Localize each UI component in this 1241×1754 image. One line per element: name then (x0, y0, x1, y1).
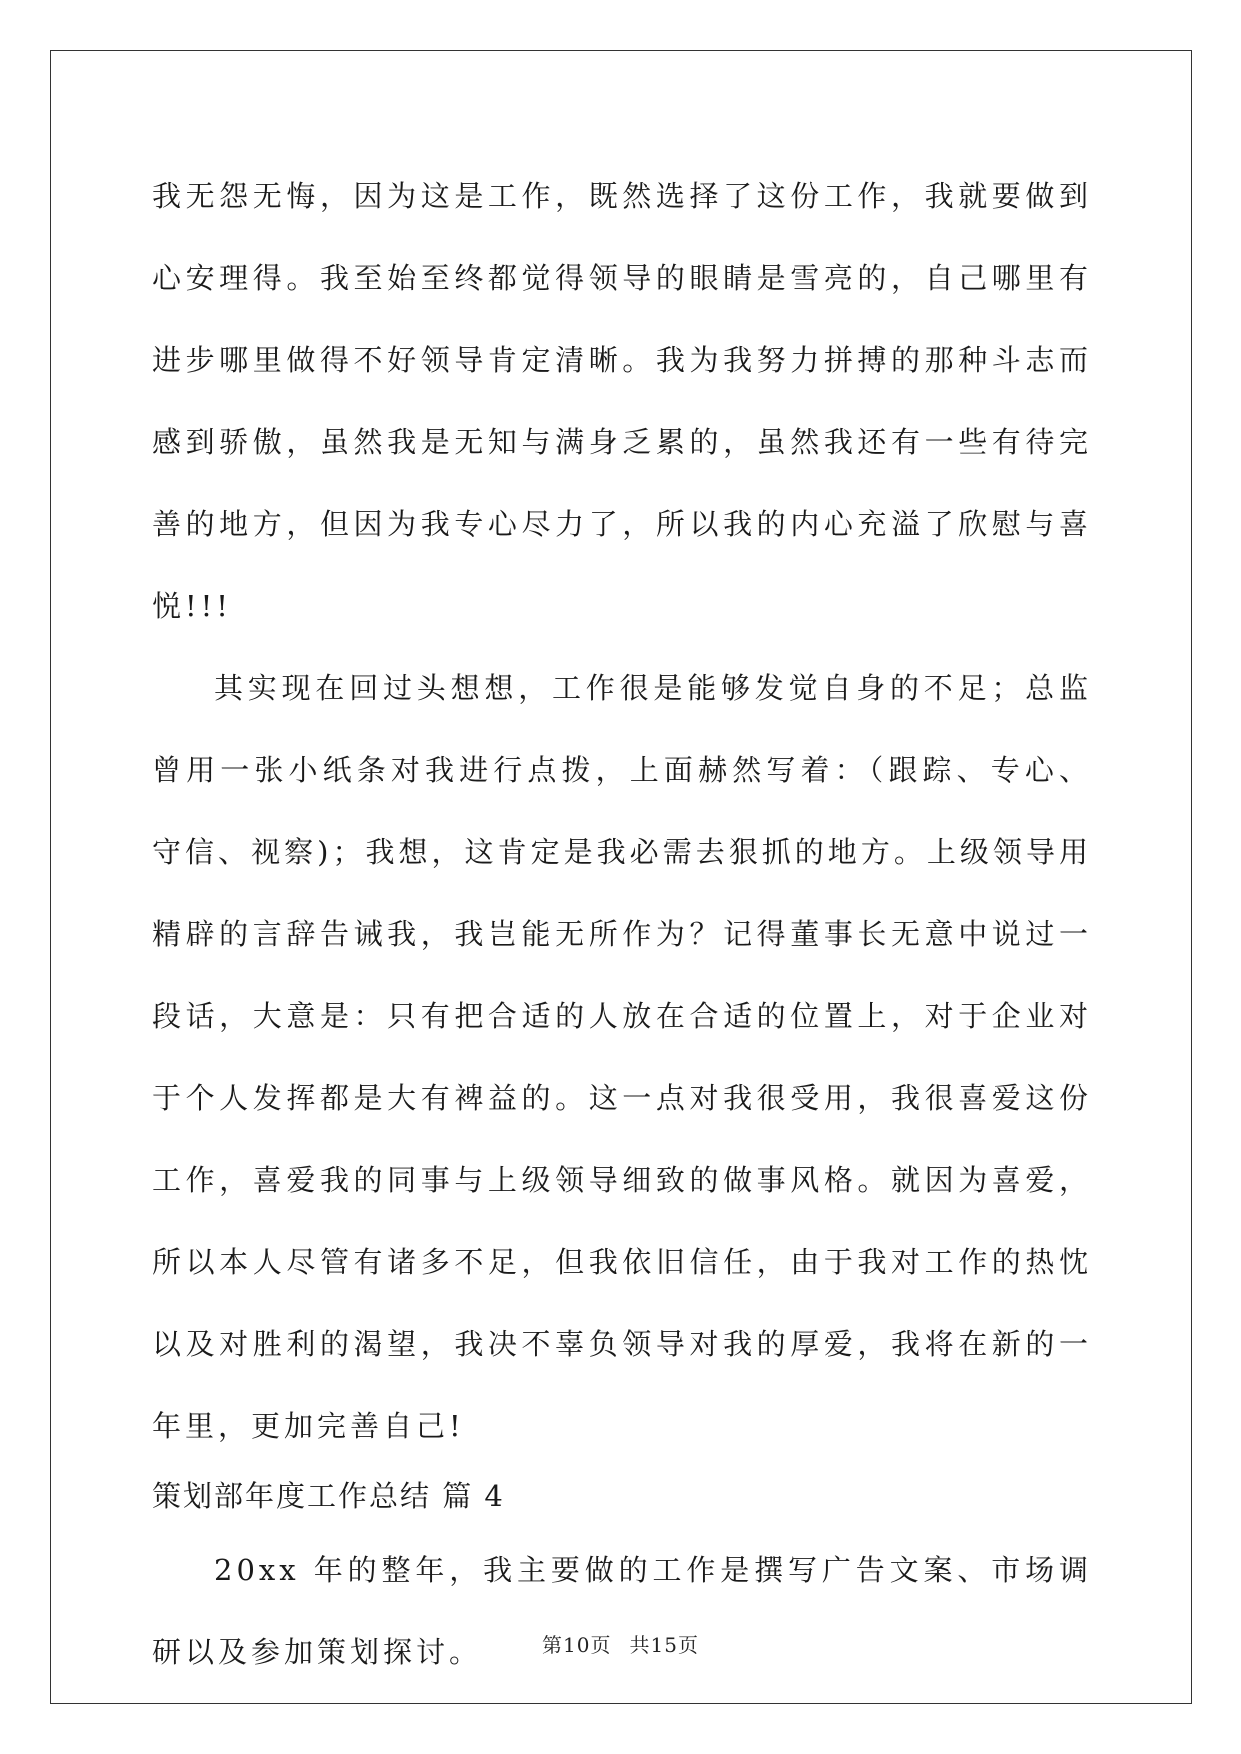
page-suffix: 页 (590, 1633, 612, 1657)
page-prefix: 第 (542, 1633, 564, 1657)
paragraph-3: 20xx 年的整年，我主要做的工作是撰写广告文案、市场调研以及参加策划探讨。 (152, 1553, 1092, 1669)
paragraph-2: 其实现在回过头想想，工作很是能够发觉自身的不足；总监曾用一张小纸条对我进行点拨，上面赫然写着：（跟踪、专心、守信、视察)；我想，这肯定是我必需去狠抓的地方。上级领导用精辟的言辞告诫我，我岂能无所作为？记得董事长无意中说过一段话，大意是：只有把合适的人放在合适的位置上，对于企业对于个人发挥都是大有裨益的。这一点对我很受用，我很喜爱这份工作，喜爱我的同事与上级领导细致的做事风格。就因为喜爱，所以本人尽管有诸多不足，但我依旧信任，由于我对工作的热忱以及对胜利的渴望，我决不辜负领导对我的厚爱，我将在新的一年里，更加完善自己! (152, 671, 1092, 1443)
section-heading: 策划部年度工作总结 篇 4 (152, 1479, 505, 1513)
total-pages: 15 (650, 1633, 678, 1657)
total-prefix: 共 (629, 1633, 651, 1657)
document-body (152, 155, 1092, 1693)
page-number: 10 (563, 1633, 591, 1657)
paragraph-1: 我无怨无悔，因为这是工作，既然选择了这份工作，我就要做到心安理得。我至始至终都觉得领导的眼睛是雪亮的，自己哪里有进步哪里做得不好领导肯定清晰。我为我努力拼搏的那种斗志而感到骄傲，虽然我是无知与满身乏累的，虽然我还有一些有待完善的地方，但因为我专心尽力了，所以我的内心充溢了欣慰与喜悦!!! (152, 179, 1092, 623)
page-footer (0, 1629, 1241, 1658)
total-suffix: 页 (677, 1633, 699, 1657)
